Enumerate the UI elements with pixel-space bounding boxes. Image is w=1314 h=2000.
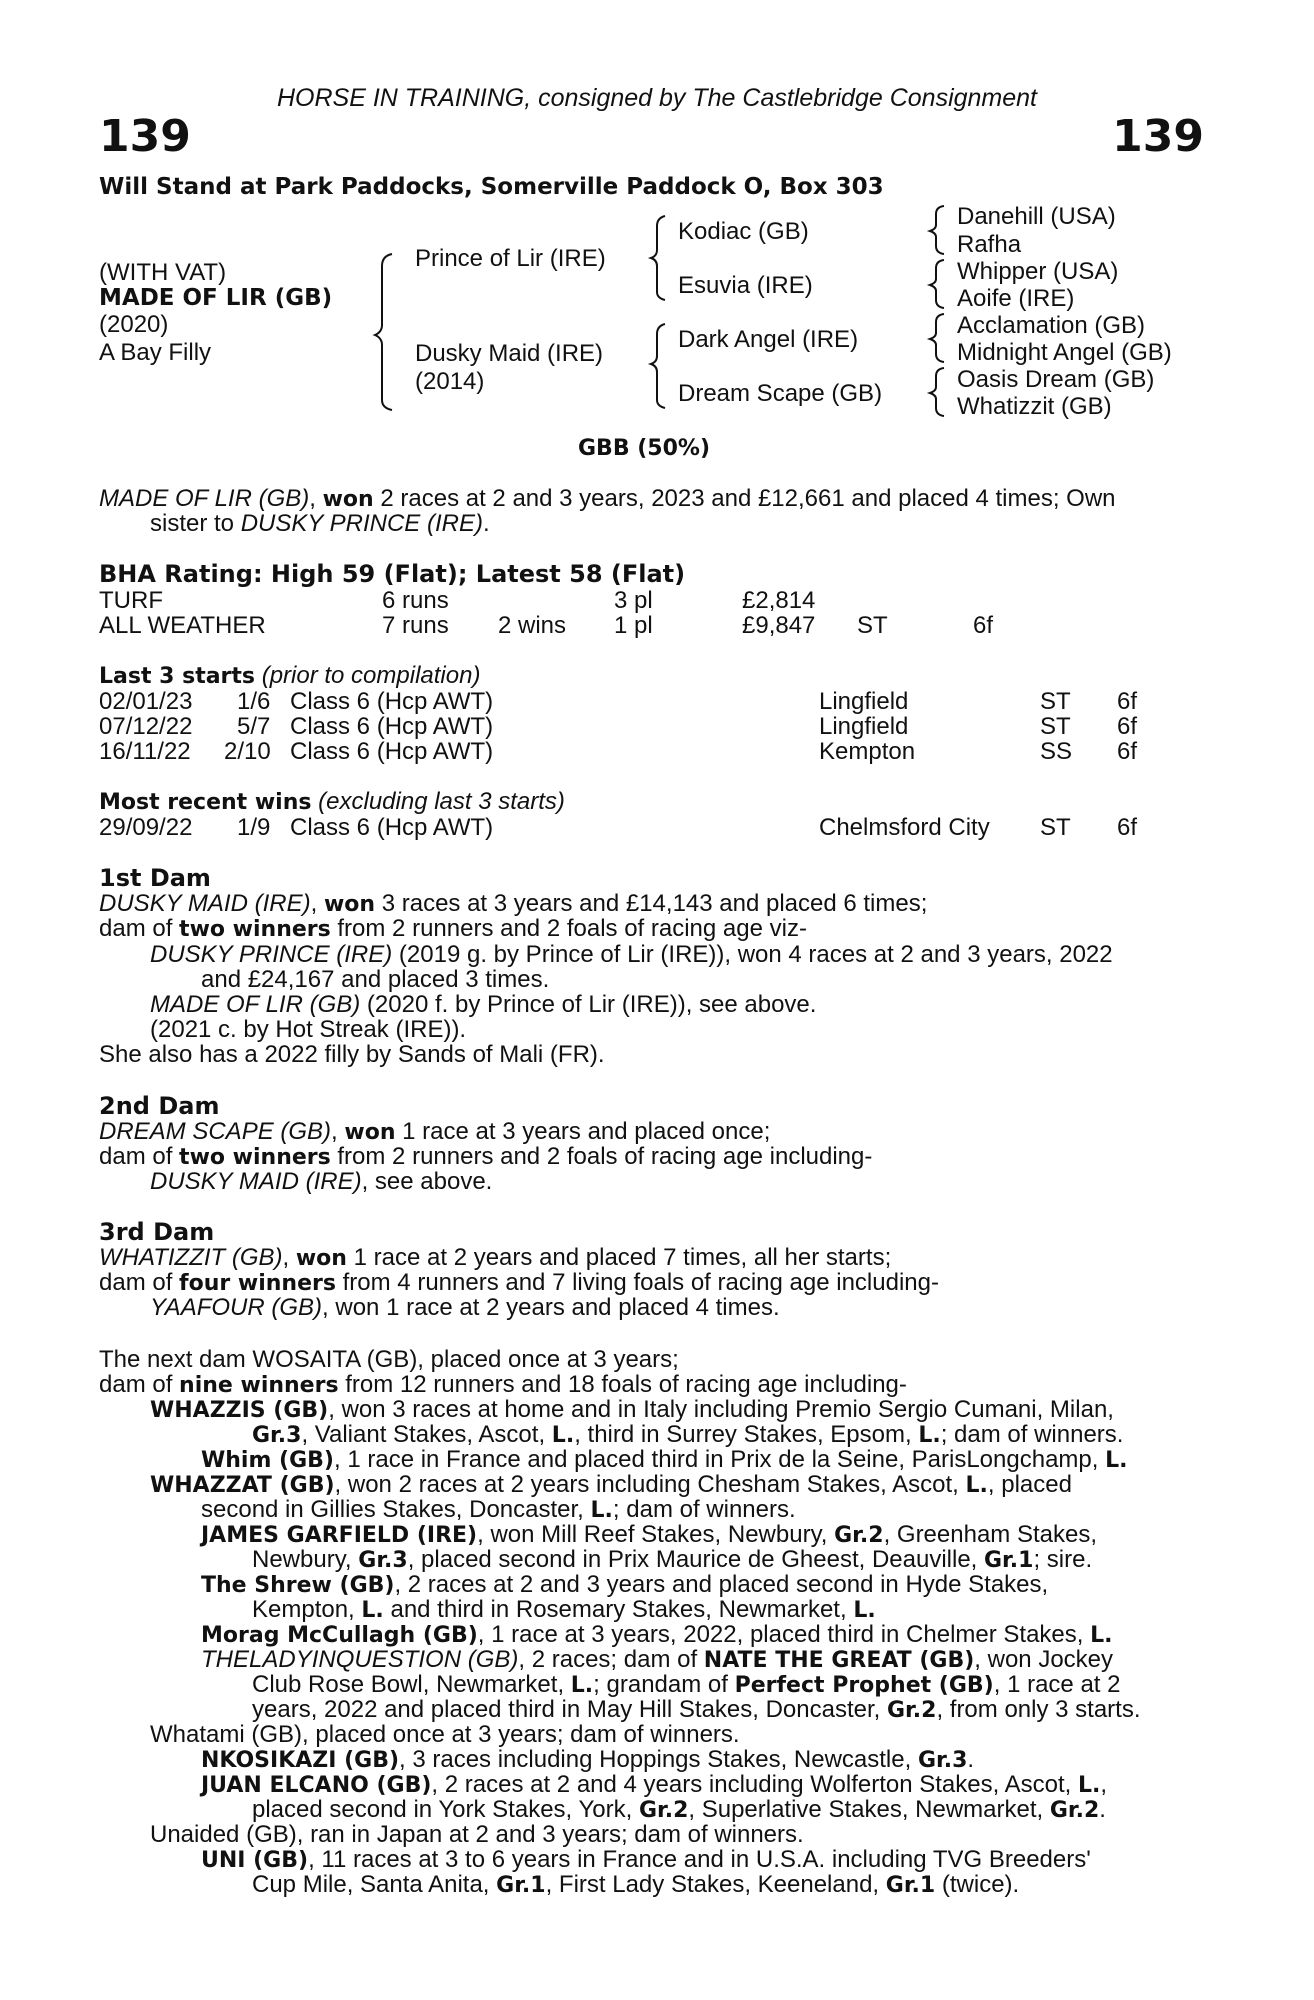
last-starts-title: Last 3 starts (prior to compilation)	[99, 662, 481, 689]
win-date: 29/09/22	[99, 814, 193, 841]
ss-sire: Danehill (USA)	[957, 203, 1116, 230]
start-class: Class 6 (Hcp AWT)	[290, 688, 494, 715]
produce-the-shrew: The Shrew (GB), 2 races at 2 and 3 years and placed second in Hyde Stakes,	[201, 1571, 1049, 1598]
start-class: Class 6 (Hcp AWT)	[290, 738, 494, 765]
next-dam-line: dam of nine winners from 12 runners and 18 foals of racing age including-	[99, 1371, 907, 1398]
start-date: 16/11/22	[99, 738, 191, 765]
first-dam-line: (2021 c. by Hot Streak (IRE)).	[150, 1016, 467, 1043]
recent-wins-title: Most recent wins (excluding last 3 starts)	[99, 788, 565, 815]
brace-dam	[651, 324, 665, 408]
third-dam-line: WHATIZZIT (GB), won 1 race at 2 years and placed 7 times, all her starts;	[99, 1244, 892, 1271]
produce-whatami: Whatami (GB), placed once at 3 years; dam of winners.	[150, 1721, 740, 1748]
horse-name: MADE OF LIR (GB)	[99, 285, 333, 311]
produce-juan-elcano-cont: placed second in York Stakes, York, Gr.2, Superlative Stakes, Newmarket, Gr.2.	[252, 1796, 1106, 1823]
lot-number-right: 139	[1112, 111, 1204, 162]
start-position: 1/6	[237, 688, 271, 715]
brace-main	[375, 254, 392, 410]
start-position: 2/10	[224, 738, 271, 765]
summary-line-2: sister to DUSKY PRINCE (IRE).	[150, 510, 490, 537]
first-dam-line: She also has a 2022 filly by Sands of Mali (FR).	[99, 1041, 605, 1068]
first-dam-line: MADE OF LIR (GB) (2020 f. by Prince of Lir (IRE)), see above.	[150, 991, 817, 1018]
second-dam-line: dam of two winners from 2 runners and 2 foals of racing age including-	[99, 1143, 873, 1170]
ss-dam: Rafha	[957, 231, 1022, 258]
rating-distance: 6f	[973, 612, 994, 639]
ds-sire: Acclamation (GB)	[957, 312, 1146, 339]
win-distance: 6f	[1117, 814, 1138, 841]
first-dam-line: DUSKY MAID (IRE), won 3 races at 3 years and £14,143 and placed 6 times;	[99, 890, 928, 917]
first-dam-line: dam of two winners from 2 runners and 2 foals of racing age viz-	[99, 915, 807, 942]
start-going: SS	[1040, 738, 1073, 765]
win-course: Chelmsford City	[819, 814, 990, 841]
produce-theladyinquestion-cont: years, 2022 and placed third in May Hill Stakes, Doncaster, Gr.2, from only 3 starts.	[252, 1696, 1141, 1723]
produce-nkosikazi: NKOSIKAZI (GB), 3 races including Hoppings Stakes, Newcastle, Gr.3.	[201, 1746, 975, 1773]
second-dam-line: DUSKY MAID (IRE), see above.	[150, 1168, 493, 1195]
start-date: 07/12/22	[99, 713, 193, 740]
produce-james-garfield: JAMES GARFIELD (IRE), won Mill Reef Stakes, Newbury, Gr.2, Greenham Stakes,	[201, 1521, 1097, 1548]
start-distance: 6f	[1117, 738, 1138, 765]
horse-year: (2020)	[99, 311, 169, 338]
dd-sire: Oasis Dream (GB)	[957, 366, 1155, 393]
horse-description: A Bay Filly	[99, 339, 212, 366]
sire: Prince of Lir (IRE)	[415, 245, 606, 272]
produce-theladyinquestion: THELADYINQUESTION (GB), 2 races; dam of NATE THE GREAT (GB), won Jockey	[201, 1646, 1114, 1673]
third-dam-title: 3rd Dam	[99, 1218, 215, 1246]
produce-uni: UNI (GB), 11 races at 3 to 6 years in France and in U.S.A. including TVG Breeders'	[201, 1846, 1091, 1873]
rating-surface: ALL WEATHER	[99, 612, 266, 639]
start-distance: 6f	[1117, 688, 1138, 715]
second-dam-line: DREAM SCAPE (GB), won 1 race at 3 years and placed once;	[99, 1118, 771, 1145]
produce-unaided: Unaided (GB), ran in Japan at 2 and 3 years; dam of winners.	[150, 1821, 804, 1848]
bha-rating-title: BHA Rating: High 59 (Flat); Latest 58 (Flat)	[99, 560, 686, 588]
start-course: Kempton	[819, 738, 916, 765]
rating-surface: TURF	[99, 587, 163, 614]
vat-status: (WITH VAT)	[99, 259, 227, 286]
rating-prize: £9,847	[742, 612, 816, 639]
lot-number-left: 139	[99, 111, 191, 162]
produce-whazzat-cont: second in Gillies Stakes, Doncaster, L.; dam of winners.	[201, 1496, 796, 1523]
second-dam-title: 2nd Dam	[99, 1092, 220, 1120]
rating-placed: 1 pl	[614, 612, 653, 639]
next-dam-line: The next dam WOSAITA (GB), placed once at 3 years;	[99, 1346, 679, 1373]
start-going: ST	[1040, 688, 1071, 715]
produce-james-garfield-cont: Newbury, Gr.3, placed second in Prix Maurice de Gheest, Deauville, Gr.1; sire.	[252, 1546, 1093, 1573]
rating-prize: £2,814	[742, 587, 816, 614]
produce-morag: Morag McCullagh (GB), 1 race at 3 years, 2022, placed third in Chelmer Stakes, L.	[201, 1621, 1113, 1648]
dd-dam: Whatizzit (GB)	[957, 393, 1112, 420]
summary-line-1: MADE OF LIR (GB), won 2 races at 2 and 3 years, 2023 and £12,661 and placed 4 times; Own	[99, 485, 1116, 512]
rating-wins: 2 wins	[498, 612, 567, 639]
win-going: ST	[1040, 814, 1071, 841]
produce-whazzis: WHAZZIS (GB), won 3 races at home and in Italy including Premio Sergio Cumani, Milan,	[150, 1396, 1114, 1423]
sire-sire: Kodiac (GB)	[678, 218, 809, 245]
produce-whazzat: WHAZZAT (GB), won 2 races at 2 years including Chesham Stakes, Ascot, L., placed	[150, 1471, 1072, 1498]
first-dam-title: 1st Dam	[99, 864, 211, 892]
start-position: 5/7	[237, 713, 271, 740]
dam-sire: Dark Angel (IRE)	[678, 326, 859, 353]
stand-location: Will Stand at Park Paddocks, Somerville Paddock O, Box 303	[99, 174, 884, 200]
sd-sire: Whipper (USA)	[957, 258, 1119, 285]
sd-dam: Aoife (IRE)	[957, 285, 1075, 312]
start-course: Lingfield	[819, 688, 909, 715]
ds-dam: Midnight Angel (GB)	[957, 339, 1172, 366]
third-dam-line: dam of four winners from 4 runners and 7 living foals of racing age including-	[99, 1269, 939, 1296]
first-dam-line: and £24,167 and placed 3 times.	[201, 966, 550, 993]
rating-runs: 7 runs	[382, 612, 449, 639]
start-going: ST	[1040, 713, 1071, 740]
dam: Dusky Maid (IRE)	[415, 340, 604, 367]
catalogue-header: HORSE IN TRAINING, consigned by The Castlebridge Consignment	[276, 84, 1038, 112]
produce-theladyinquestion-cont: Club Rose Bowl, Newmarket, L.; grandam of Perfect Prophet (GB), 1 race at 2	[252, 1671, 1121, 1698]
start-distance: 6f	[1117, 713, 1138, 740]
rating-placed: 3 pl	[614, 587, 653, 614]
rating-going: ST	[857, 612, 888, 639]
start-class: Class 6 (Hcp AWT)	[290, 713, 494, 740]
produce-juan-elcano: JUAN ELCANO (GB), 2 races at 2 and 4 years including Wolferton Stakes, Ascot, L.,	[201, 1771, 1108, 1798]
dam-dam: Dream Scape (GB)	[678, 380, 883, 407]
third-dam-line: YAAFOUR (GB), won 1 race at 2 years and placed 4 times.	[150, 1294, 780, 1321]
gbb-percentage: GBB (50%)	[578, 436, 711, 461]
produce-whim: Whim (GB), 1 race in France and placed third in Prix de la Seine, ParisLongchamp, L.	[201, 1446, 1128, 1473]
win-class: Class 6 (Hcp AWT)	[290, 814, 494, 841]
dam-year: (2014)	[415, 368, 485, 395]
win-position: 1/9	[237, 814, 271, 841]
sire-dam: Esuvia (IRE)	[678, 272, 813, 299]
produce-whazzis-cont: Gr.3, Valiant Stakes, Ascot, L., third in Surrey Stakes, Epsom, L.; dam of winners.	[252, 1421, 1124, 1448]
brace-sire	[651, 216, 665, 300]
rating-runs: 6 runs	[382, 587, 449, 614]
produce-the-shrew-cont: Kempton, L. and third in Rosemary Stakes, Newmarket, L.	[252, 1596, 876, 1623]
start-course: Lingfield	[819, 713, 909, 740]
start-date: 02/01/23	[99, 688, 193, 715]
first-dam-line: DUSKY PRINCE (IRE) (2019 g. by Prince of Lir (IRE)), won 4 races at 2 and 3 years, 2022	[150, 941, 1113, 968]
produce-uni-cont: Cup Mile, Santa Anita, Gr.1, First Lady Stakes, Keeneland, Gr.1 (twice).	[252, 1871, 1020, 1898]
